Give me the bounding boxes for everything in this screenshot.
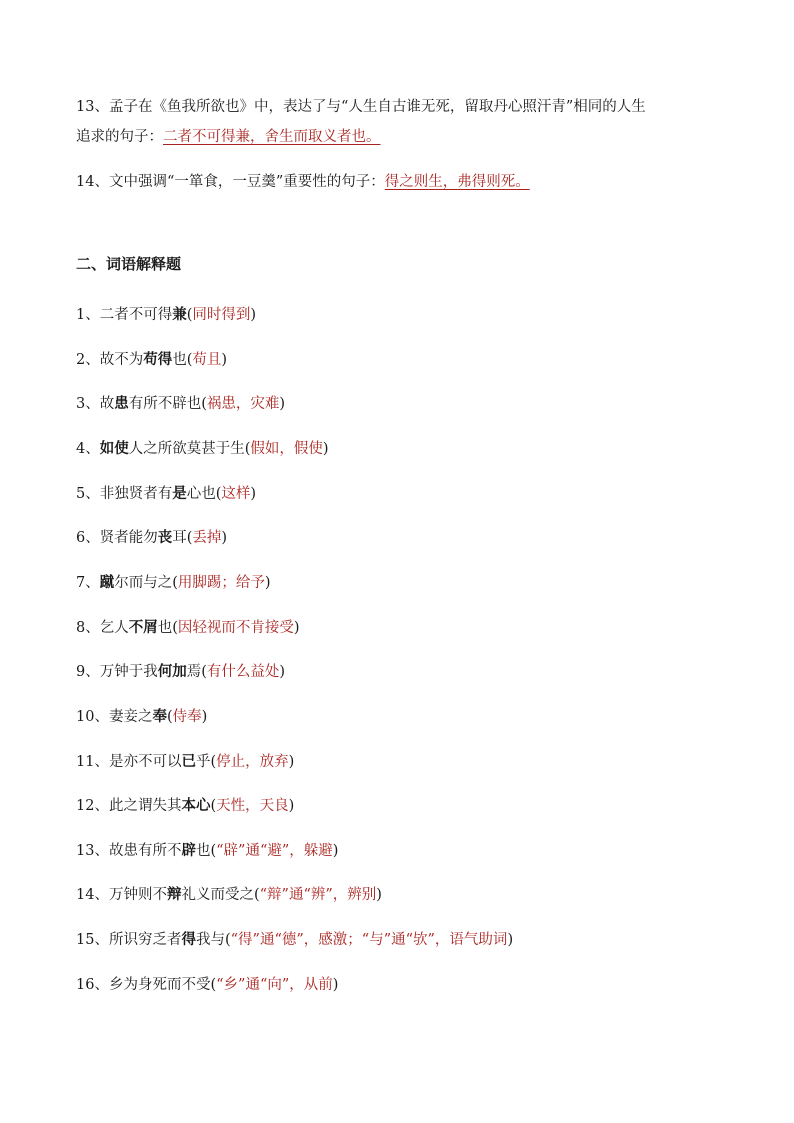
paren-open: ( xyxy=(172,574,178,591)
vocab-text-before: 万钟则不 xyxy=(108,887,167,904)
paren-open: ( xyxy=(210,842,217,859)
vocab-number: 12、 xyxy=(76,798,109,815)
vocab-text-after: 耳 xyxy=(172,530,187,547)
vocab-keyword: 本心 xyxy=(181,797,211,815)
vocab-answer: 这样 xyxy=(221,485,251,502)
vocab-item xyxy=(76,930,734,950)
paren-open: ( xyxy=(210,753,217,770)
vocab-item xyxy=(76,528,734,548)
vocab-number: 8、 xyxy=(76,619,100,636)
vocab-item xyxy=(76,885,734,905)
paren-open: ( xyxy=(201,664,207,681)
section-heading: 二、词语解释题 xyxy=(76,255,182,273)
item-13-line-2 xyxy=(76,127,734,147)
vocab-number: 16、 xyxy=(76,976,109,993)
vocab-keyword: 何加 xyxy=(157,663,187,681)
vocab-answer: 因轻视而不肯接受 xyxy=(177,619,294,636)
vocab-keyword: 不屑 xyxy=(128,618,158,636)
paren-open: ( xyxy=(166,708,173,725)
vocab-text-after: 有所不辟也 xyxy=(128,396,202,413)
vocab-item xyxy=(76,975,734,995)
paren-open: ( xyxy=(244,440,251,457)
vocab-item xyxy=(76,350,734,370)
vocab-text-before: 此之谓失其 xyxy=(108,798,182,815)
vocab-answer: “辟”通“避”，躲避 xyxy=(216,842,333,859)
vocab-keyword: 奉 xyxy=(152,707,167,725)
vocab-number: 2、 xyxy=(76,351,100,368)
item-13-answer: 二者不可得兼，舍生而取义者也。 xyxy=(163,129,381,145)
vocab-text-before: 故不为 xyxy=(99,351,144,368)
vocab-text-after: 也 xyxy=(172,351,187,368)
vocab-keyword: 丧 xyxy=(157,529,173,547)
vocab-text-after: 也 xyxy=(157,619,173,636)
item-13-line-1 xyxy=(76,97,734,117)
paren-close: ) xyxy=(279,664,286,681)
vocab-text-before: 妻妾之 xyxy=(108,708,153,725)
paren-open: ( xyxy=(210,798,217,815)
vocab-number: 10、 xyxy=(76,708,109,725)
paren-close: ) xyxy=(293,619,300,636)
paren-open: ( xyxy=(210,976,217,993)
item-14-answer: 得之则生，弗得则死。 xyxy=(384,174,530,190)
vocab-answer: 祸患，灾难 xyxy=(206,396,280,413)
vocab-item xyxy=(76,662,734,682)
vocab-text-after: 我与 xyxy=(195,932,225,949)
vocab-answer: 同时得到 xyxy=(192,307,251,323)
vocab-answer: 停止，放弃 xyxy=(216,753,289,770)
vocab-keyword: 患 xyxy=(114,395,129,413)
vocab-number: 11、 xyxy=(76,753,109,770)
vocab-keyword: 是 xyxy=(172,484,187,502)
paren-open: ( xyxy=(253,887,260,904)
vocab-number: 14、 xyxy=(76,887,109,904)
paren-open: ( xyxy=(186,351,193,368)
item-13-question-cont: 追求的句子： xyxy=(76,129,163,145)
paren-close: ) xyxy=(221,351,228,368)
vocab-text-after: 也 xyxy=(195,842,211,859)
vocab-text-after: 心也 xyxy=(186,485,216,502)
paren-close: ) xyxy=(279,396,286,413)
vocab-text-after: 乎 xyxy=(195,753,211,770)
vocab-item xyxy=(76,305,734,325)
vocab-keyword: 辟 xyxy=(181,841,196,859)
vocab-item xyxy=(76,573,734,593)
vocab-text-before: 非独贤者有 xyxy=(99,485,173,502)
vocab-number: 7、 xyxy=(76,574,100,591)
vocab-keyword: 辩 xyxy=(166,886,182,904)
vocab-answer: “得”通“德”，感激；“与”通“欤”，语气助词 xyxy=(230,932,508,949)
vocab-number: 6、 xyxy=(76,530,100,547)
paren-open: ( xyxy=(172,619,178,636)
vocab-text-before: 贤者能勿 xyxy=(99,530,158,547)
vocab-text-before: 万钟于我 xyxy=(99,664,158,681)
vocab-answer: 侍奉 xyxy=(172,708,202,725)
paren-close: ) xyxy=(507,932,514,949)
paren-close: ) xyxy=(288,753,295,770)
paren-close: ) xyxy=(221,530,228,547)
item-14-question: 14、文中强调“一箪食，一豆羹”重要性的句子： xyxy=(76,174,385,190)
paren-close: ) xyxy=(264,574,271,591)
vocab-item xyxy=(76,394,734,414)
vocab-text-before: 所识穷乏者 xyxy=(108,932,182,949)
paren-close: ) xyxy=(322,440,329,457)
paren-close: ) xyxy=(250,307,257,323)
vocab-keyword: 兼 xyxy=(172,306,187,323)
vocab-text-before: 是亦不可以 xyxy=(108,753,182,770)
vocab-number: 1、 xyxy=(76,307,100,323)
vocab-number: 9、 xyxy=(76,664,100,681)
paren-open: ( xyxy=(186,530,193,547)
vocab-text-after: 焉 xyxy=(186,664,202,681)
vocab-item xyxy=(76,439,734,459)
item-13-question: 13、孟子在《鱼我所欲也》中，表达了与“人生自古谁无死，留取丹心照汗青”相同的人生 xyxy=(76,99,646,115)
vocab-item xyxy=(76,707,734,727)
vocab-text-before: 乞人 xyxy=(99,619,129,636)
paren-close: ) xyxy=(332,976,339,993)
vocab-keyword: 得 xyxy=(181,931,196,949)
paren-close: ) xyxy=(250,485,257,502)
vocab-number: 4、 xyxy=(76,440,100,457)
paren-open: ( xyxy=(224,932,231,949)
vocab-item xyxy=(76,752,734,772)
vocab-answer: 丢掉 xyxy=(192,530,222,547)
vocab-text-before: 乡为身死而不受 xyxy=(108,976,211,993)
vocab-text-after: 尔而与之 xyxy=(114,574,173,591)
vocab-text-before: 故 xyxy=(99,396,115,413)
paren-close: ) xyxy=(332,842,339,859)
vocab-text-after: 礼义而受之 xyxy=(181,887,254,904)
vocab-keyword: 蹴 xyxy=(99,573,115,591)
vocab-item xyxy=(76,841,734,861)
vocab-keyword: 已 xyxy=(181,752,196,770)
vocab-answer: 有什么益处 xyxy=(206,664,280,681)
vocab-answer: “乡”通“向”，从前 xyxy=(216,976,333,993)
vocab-answer: 用脚踢；给予 xyxy=(177,574,265,591)
vocab-item xyxy=(76,618,734,638)
vocab-text-after: 人之所欲莫甚于生 xyxy=(128,440,245,457)
paren-close: ) xyxy=(201,708,208,725)
vocab-number: 5、 xyxy=(76,485,100,502)
vocab-answer: 苟且 xyxy=(192,351,222,368)
vocab-text-before: 二者不可得 xyxy=(99,307,173,323)
item-14-line xyxy=(76,172,734,192)
vocab-answer: “辩”通“辨”，辨别 xyxy=(259,887,377,904)
vocab-keyword: 苟得 xyxy=(143,350,173,368)
vocab-item xyxy=(76,796,734,816)
vocab-number: 3、 xyxy=(76,396,100,413)
vocab-number: 15、 xyxy=(76,932,109,949)
vocab-answer: 天性，天良 xyxy=(216,798,289,815)
paren-open: ( xyxy=(201,396,207,413)
vocab-text-before: 故患有所不 xyxy=(108,842,182,859)
vocab-number: 13、 xyxy=(76,842,109,859)
paren-close: ) xyxy=(376,887,382,904)
vocab-keyword: 如使 xyxy=(99,439,129,457)
paren-open: ( xyxy=(186,307,193,323)
vocab-answer: 假如，假使 xyxy=(250,440,323,457)
paren-open: ( xyxy=(215,485,222,502)
vocab-item xyxy=(76,484,734,504)
paren-close: ) xyxy=(288,798,295,815)
